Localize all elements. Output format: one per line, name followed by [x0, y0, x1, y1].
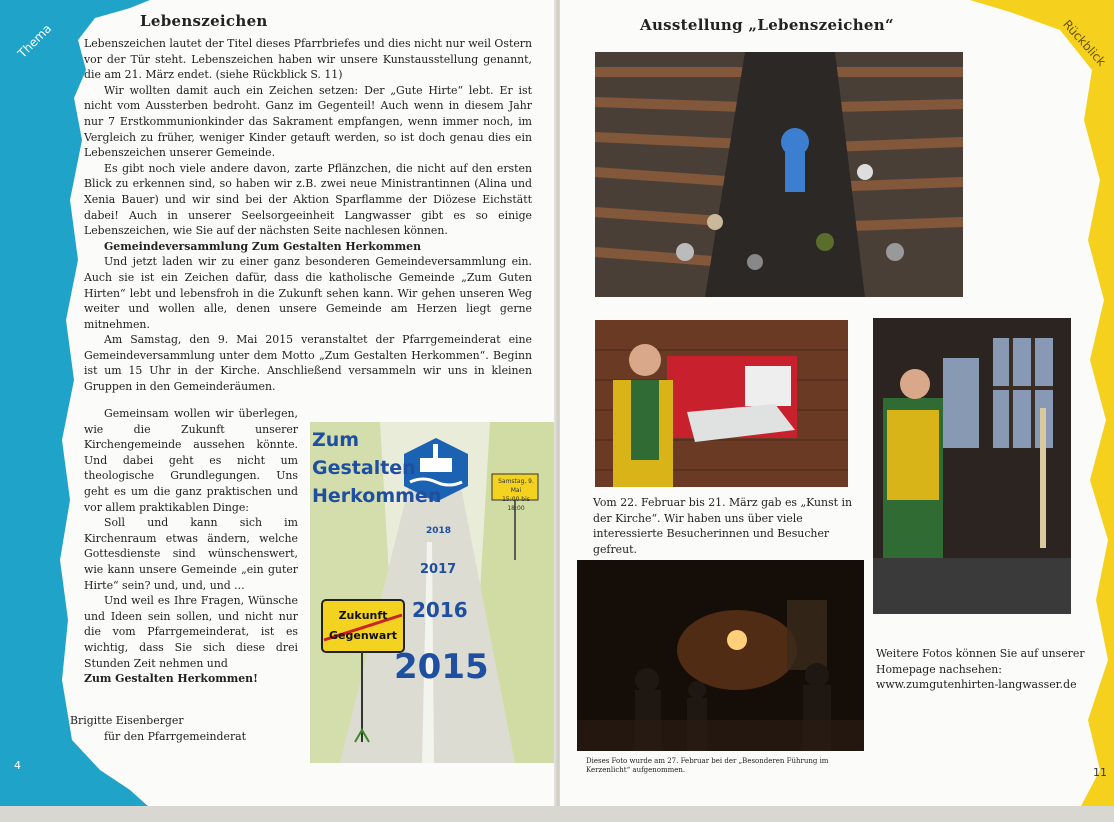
subheading: Gemeindeversammlung Zum Gestalten Herkommen — [104, 239, 421, 253]
signature — [70, 713, 246, 744]
photo-church-aerial-art — [595, 52, 963, 297]
paragraph: Lebenszeichen lautet der Titel dieses Pfarrbriefes und dies nicht nur weil Ostern vor der Tür steht. Lebenszeichen haben wir unsere Kunstausstellung genannt, die am 21. März endet. (siehe Rückblick S. 11) — [84, 37, 532, 82]
homepage-link[interactable]: www.zumgutenhirten-langwasser.de — [876, 678, 1077, 692]
poster-title — [312, 426, 441, 510]
page-title-right: Ausstellung „Lebenszeichen“ — [640, 16, 894, 34]
page-number-right: 11 — [1093, 766, 1107, 779]
caption-exhibition: Vom 22. Februar bis 21. März gab es „Kunst in der Kirche“. Wir haben uns über viele interessierte Besucherinnen und Besucher gefreut. — [593, 496, 852, 556]
article-body — [84, 36, 532, 395]
poster-year-2015: 2015 — [394, 647, 489, 687]
photo-candlelight — [577, 560, 864, 751]
photo-guide-window-art — [873, 318, 1071, 614]
page-bottom-edge — [0, 806, 1114, 822]
paragraph: Gemeinsam wollen wir überlegen, wie die Zukunft unserer Kirchengemeinde aussehen könnte. Und dabei geht es nicht um theologische Grundlegungen. Uns geht es um die ganz praktischen und vor allem praktikablen Dinge: — [84, 407, 298, 514]
poster-sign-future: Zukunft — [338, 609, 388, 622]
poster-sign-time: 15:00 bis 18:00 — [502, 496, 530, 512]
poster-sign-present: Gegenwart — [329, 629, 397, 642]
paragraph: Am Samstag, den 9. Mai 2015 veranstaltet der Pfarrgemeinderat eine Gemeindeversammlung unter dem Motto „Zum Gestalten Herkommen“. Beginn ist um 15 Uhr in der Kirche. Anschließend versammeln wir uns in kleinen Gruppen in den Gemeinderäumen. — [84, 333, 532, 394]
article-narrow-column — [84, 406, 298, 687]
more-photos-text: Weitere Fotos können Sie auf unserer Homepage nachsehen: — [876, 647, 1085, 676]
caption-candlelight: Dieses Foto wurde am 27. Februar bei der „Besonderen Führung im Kerzenlicht“ aufgenommen. — [586, 757, 829, 774]
paragraph: Und weil es Ihre Fragen, Wünsche und Ideen sein sollen, und nicht nur die vom Pfarrgemeinderat, ist es wichtig, dass Sie sich diese drei Stunden Zeit nehmen und — [84, 594, 298, 670]
poster-year-2016: 2016 — [412, 598, 468, 622]
page-number: 4 — [14, 759, 21, 772]
section-tab-rueckblick: Rückblick — [1060, 17, 1109, 69]
signature-role: für den Pfarrgemeinderat — [104, 729, 247, 743]
more-photos-note — [876, 646, 1106, 693]
poster-word-zum: Zum — [312, 429, 360, 451]
paragraph: Und jetzt laden wir zu einer ganz besonderen Gemeindeversammlung ein. Auch sie ist ein Zeichen dafür, dass die katholische Gemeinde „Zum Guten Hirten“ lebt und lebensfroh in die Zukunft sehen kann. Wir gehen unseren Weg weiter und wollen alle, denen unsere Gemeinde am Herzen liegt gerne mitnehmen. — [84, 255, 532, 331]
signature-name: Brigitte Eisenberger — [70, 714, 184, 727]
paragraph: Soll und kann sich im Kirchenraum etwas ändern, welche Gottesdienste sind wünschenswert, wie kann unsere Gemeinde „ein guter Hirte“ sein? und, und, und ... — [84, 516, 298, 592]
poster-sign-date: Samstag, 9. Mai — [498, 478, 534, 494]
photo-guide-artwork-art — [595, 320, 848, 487]
poster-word-gestalten: Gestalten — [312, 457, 416, 479]
poster-date-sign — [494, 477, 538, 513]
poster-town-sign — [326, 606, 400, 646]
closing-line: Zum Gestalten Herkommen! — [84, 672, 258, 686]
photo-guide-window — [873, 318, 1071, 614]
section-tab-thema: Thema — [15, 21, 55, 61]
poster-word-herkommen: Herkommen — [312, 485, 442, 507]
poster-year-2017: 2017 — [420, 562, 457, 577]
page-title: Lebenszeichen — [140, 12, 268, 30]
photo-guide-artwork — [595, 320, 848, 487]
poster-year-2018: 2018 — [426, 526, 452, 536]
left-page — [0, 0, 556, 808]
photo-church-aerial — [595, 52, 963, 297]
event-poster — [310, 422, 556, 763]
paragraph: Wir wollten damit auch ein Zeichen setzen: Der „Gute Hirte“ lebt. Er ist nicht vom Aussterben bedroht. Ganz im Gegenteil! Auch wenn in diesem Jahr nur 7 Erstkommunionkinder das Sakrament empfangen, wenn immer noch, im Vergleich zu früher, weniger Kinder getauft werden, so ist doch genau dies ein Lebenszeichen unserer Gemeinde. — [84, 83, 532, 160]
paragraph: Es gibt noch viele andere davon, zarte Pflänzchen, die nicht auf den ersten Blick zu erkennen sind, so haben wir z.B. zwei neue Ministrantinnen (Alina und Xenia Bauer) und wir sind bei der Aktion Sparflamme der Diözese Eichstätt dabei! Auch in unserer Seelsorgeeinheit Langwasser gibt es so einige Lebenszeichen, wie Sie auf der nächsten Seite nachlesen können. — [84, 161, 532, 238]
photo-candlelight-art — [577, 560, 864, 751]
